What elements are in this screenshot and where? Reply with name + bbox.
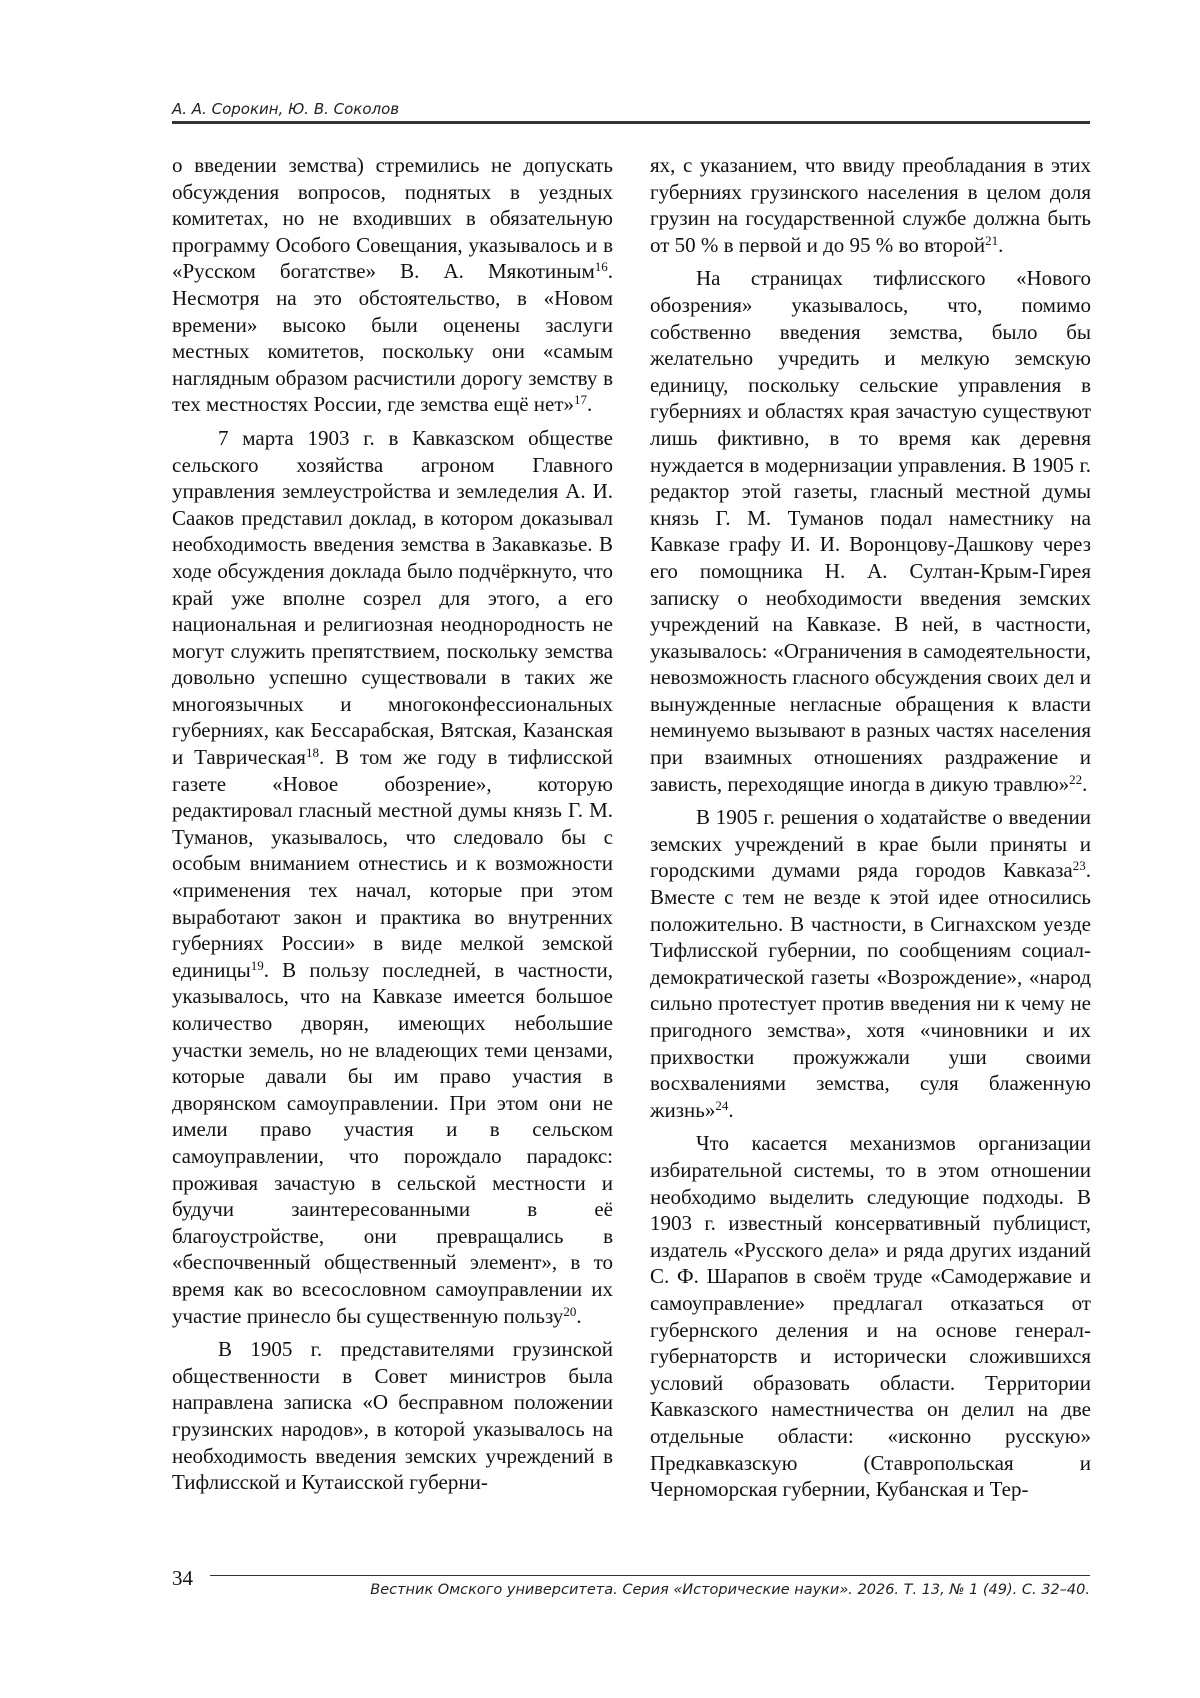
header-authors: А. А. Сорокин, Ю. В. Соколов bbox=[172, 100, 400, 118]
paragraph: На страницах тифлисского «Нового обозрения» указывалось, что, помимо собственно введения земства, было бы желательно учредить и мелкую земскую единицу, поскольку сельские управления в губерниях и областях края зачастую существуют лишь фиктивно, в то время как деревня нуждается в модернизации управления. В 1905 г. редактор этой газеты, гласный местной думы князь Г. М. Туманов подал наместнику на Кавказе графу И. И. Воронцову-Дашкову через его помощника Н. А. Султан-Крым-Гирея записку о необходимости введения земских учреждений на Кавказе. В ней, в частности, указывалось: «Ограничения в самодеятельности, невозможность гласного обсуждения своих дел и вынужденные негласные обращения к власти неминуемо вызывают в разных частях населения при взаимных отношениях раздражение и зависть, переходящие иногда в дикую травлю»$^{22}$. bbox=[650, 266, 1091, 796]
paragraph: 7 марта 1903 г. в Кавказском обществе сельского хозяйства агроном Главного управления землеустройства и земледелия А. И. Сааков представил доклад, в котором доказывал необходимость введения земства в Закавказье. В ходе обсуждения доклада было подчёркнуто, что край уже вполне созрел для этого, а его национальная и религиозная неоднородность не могут служить препятствием, поскольку земства довольно успешно существовали в таких же многоязычных и многоконфессиональных губерниях, как Бессарабская, Вятская, Казанская и Таврическая$^{18}$. В том же году в тифлисской газете «Новое обозрение», которую редактировал гласный местной думы князь Г. М. Туманов, указывалось, что следовало бы с особым вниманием отнестись и к возможности «применения тех начал, которые при этом выработают закон и практика во внутренних губерниях России» в виде мелкой земской единицы$^{19}$. В пользу последней, в частности, указывалось, что на Кавказе имеется большое количество дворян, имеющих небольшие участки земель, но не владеющих теми цензами, которые давали бы им право участия в дворянском самоуправлении. При этом они не имели право участия и в сельском самоуправлении, что порождало парадокс: проживая зачастую в сельской местности и будучи заинтересованными в её благоустройстве, они превращались в «беспочвенный общественный элемент», в то время как во всесословном самоуправлении их участие принесло бы существенную пользу$^{20}$. bbox=[172, 425, 614, 1328]
footnote-ref: 22 bbox=[1069, 771, 1083, 787]
footnote-ref: 17 bbox=[574, 392, 588, 408]
right-column bbox=[650, 152, 1091, 1503]
page-number: 34 bbox=[172, 1566, 193, 1590]
paragraph: В 1905 г. представителями грузинской общественности в Совет министров была направлена записка «О бесправном положении грузинских народов», в которой указывалось на необходимость введения земских учреждений в Тифлисской и Кутаисской губерни- bbox=[172, 1337, 613, 1495]
footnote-ref: 16 bbox=[594, 259, 608, 275]
running-header bbox=[172, 100, 1090, 124]
left-column bbox=[172, 152, 613, 1496]
paragraph: Что касается механизмов организации избирательной системы, то в этом отношении необходимо выделить следующие подходы. В 1903 г. известный консервативный публицист, издатель «Русского дела» и ряда других изданий С. Ф. Шарапов в своём труде «Самодержавие и самоуправление» предлагал отказаться от губернского деления и на основе генерал-губернаторств и исторически сложившихся условий образовать области. Территории Кавказского наместничества он делил на две отдельные области: «исконно русскую» Предкавказскую (Ставропольская и Черноморская губернии, Кубанская и Тер- bbox=[650, 1131, 1091, 1502]
footnote-ref: 20 bbox=[563, 1303, 577, 1319]
journal-citation: Вестник Омского университета. Серия «Исторические науки». 2026. Т. 13, № 1 (49). С. 32–40. bbox=[370, 1582, 1090, 1598]
paragraph: ях, с указанием, что ввиду преобладания в этих губерниях грузинского населения в целом доля грузин на государственной службе должна быть от 50 % в первой и до 95 % во второй$^{21}$. bbox=[650, 153, 1091, 257]
footer-rule bbox=[210, 1575, 1090, 1576]
paragraph: о введении земства) стремились не допускать обсуждения вопросов, поднятых в уездных комитетах, но не входивших в обязательную программу Особого Совещания, указывалось и в «Русском богатстве» В. А. Мякотиным$^{16}$. Несмотря на это обстоятельство, в «Новом времени» высоко были оценены заслуги местных комитетов, поскольку они «самым наглядным образом расчистили дорогу земству в тех местностях России, где земства ещё нет»$^{17}$. bbox=[172, 153, 613, 417]
paragraph: В 1905 г. решения о ходатайстве о введении земских учреждений в крае были приняты и городскими думами ряда городов Кавказа$^{23}$. Вместе с тем не везде к этой идее относились положительно. В частности, в Сигнахском уезде Тифлисской губернии, по сообщениям социал-демократической газеты «Возрождение», «народ сильно протестует против введения ни к чему не пригодного земства», хотя «чиновники и их прихвостки прожужжали уши своими восхвалениями земства, суля блаженную жизнь»$^{24}$. bbox=[650, 805, 1091, 1122]
footnote-ref: 18 bbox=[305, 744, 319, 760]
footnote-ref: 21 bbox=[985, 232, 999, 248]
footnote-ref: 24 bbox=[715, 1097, 729, 1113]
footnote-ref: 23 bbox=[1072, 858, 1086, 874]
footnote-ref: 19 bbox=[250, 957, 264, 973]
